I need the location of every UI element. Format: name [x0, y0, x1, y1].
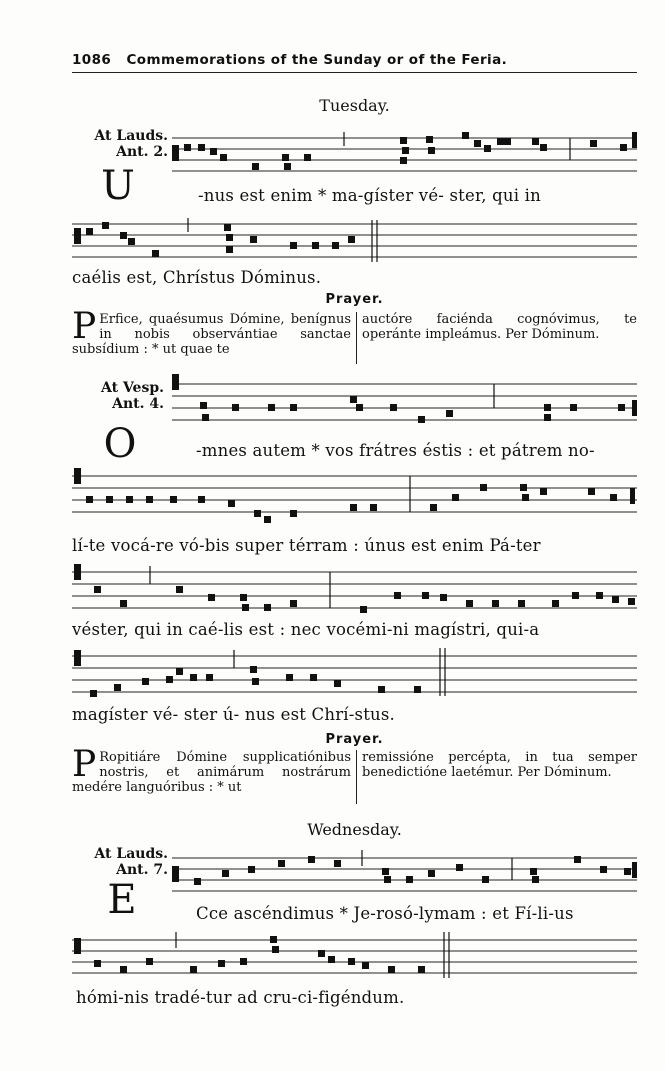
prayer-text: Erfice, quaésumus Dómine, benígnus in nobis observántiae sanctae subsídium : * ut quae te [72, 312, 351, 357]
running-title: Commemorations of the Sunday or of the Feria. [126, 52, 508, 68]
day-heading-tuesday: Tuesday. [319, 96, 390, 115]
lyric-line: -nus est enim * ma-gíster vé- ster, qui in [198, 186, 541, 205]
antiphon-initial: E [107, 877, 137, 923]
running-head [72, 52, 637, 68]
chant-staff [72, 646, 637, 706]
prayer-text: Ropitiáre Dómine supplicatiónibus nostris, et animárum nostrárum medére languóribus : * ut [72, 750, 351, 795]
prayer-heading: Prayer. [325, 292, 384, 307]
prayer-left-column [72, 306, 351, 357]
office-name: At Lauds. [94, 128, 168, 144]
prayer-heading: Prayer. [325, 732, 384, 747]
running-head-rule [72, 72, 637, 73]
page-number: 1086 [72, 52, 112, 68]
chant-staff [172, 850, 637, 900]
office-name: At Lauds. [94, 846, 168, 862]
office-label-vespers [72, 380, 164, 412]
prayer-dropcap: P [72, 744, 97, 785]
lyric-line: lí-te vocá-re vó-bis super térram : únus est enim Pá-ter [72, 536, 541, 555]
chant-staff [72, 930, 637, 985]
office-label-lauds [72, 128, 168, 160]
column-separator [356, 312, 357, 364]
office-name: At Vesp. [101, 380, 164, 396]
antiphon-initial: U [101, 163, 135, 209]
lyric-line: véster, qui in caé-lis est : nec vocémi-ni magístri, qui-a [72, 620, 540, 639]
column-separator [356, 750, 357, 804]
prayer-right-column: remissióne percépta, in tua semper benedictióne laetémur. Per Dóminum. [362, 750, 637, 780]
office-label-lauds [72, 846, 168, 878]
chant-staff [72, 562, 637, 622]
chant-staff [172, 372, 637, 432]
lyric-line: -mnes autem * vos frátres éstis : et pátrem no- [196, 441, 595, 460]
lyric-line: hómi-nis tradé-tur ad cru-ci-figéndum. [76, 988, 405, 1007]
prayer-right-column: auctóre faciénda cognóvimus, te operánte impleámus. Per Dóminum. [362, 312, 637, 342]
antiphon-number: Ant. 2. [116, 144, 168, 160]
chant-staff [172, 132, 637, 182]
prayer-dropcap: P [72, 306, 97, 347]
lyric-line: magíster vé- ster ú- nus est Chrí-stus. [72, 705, 395, 724]
lyric-line: caélis est, Chrístus Dóminus. [72, 268, 322, 287]
chant-staff [72, 466, 637, 526]
chant-staff [72, 218, 637, 268]
antiphon-initial: O [103, 421, 137, 467]
antiphon-number: Ant. 7. [116, 862, 168, 878]
prayer-left-column [72, 744, 351, 795]
day-heading-wednesday: Wednesday. [307, 820, 402, 839]
lyric-line: Cce ascéndimus * Je-rosó-lymam : et Fí-li-us [196, 904, 574, 923]
antiphon-number: Ant. 4. [112, 396, 164, 412]
